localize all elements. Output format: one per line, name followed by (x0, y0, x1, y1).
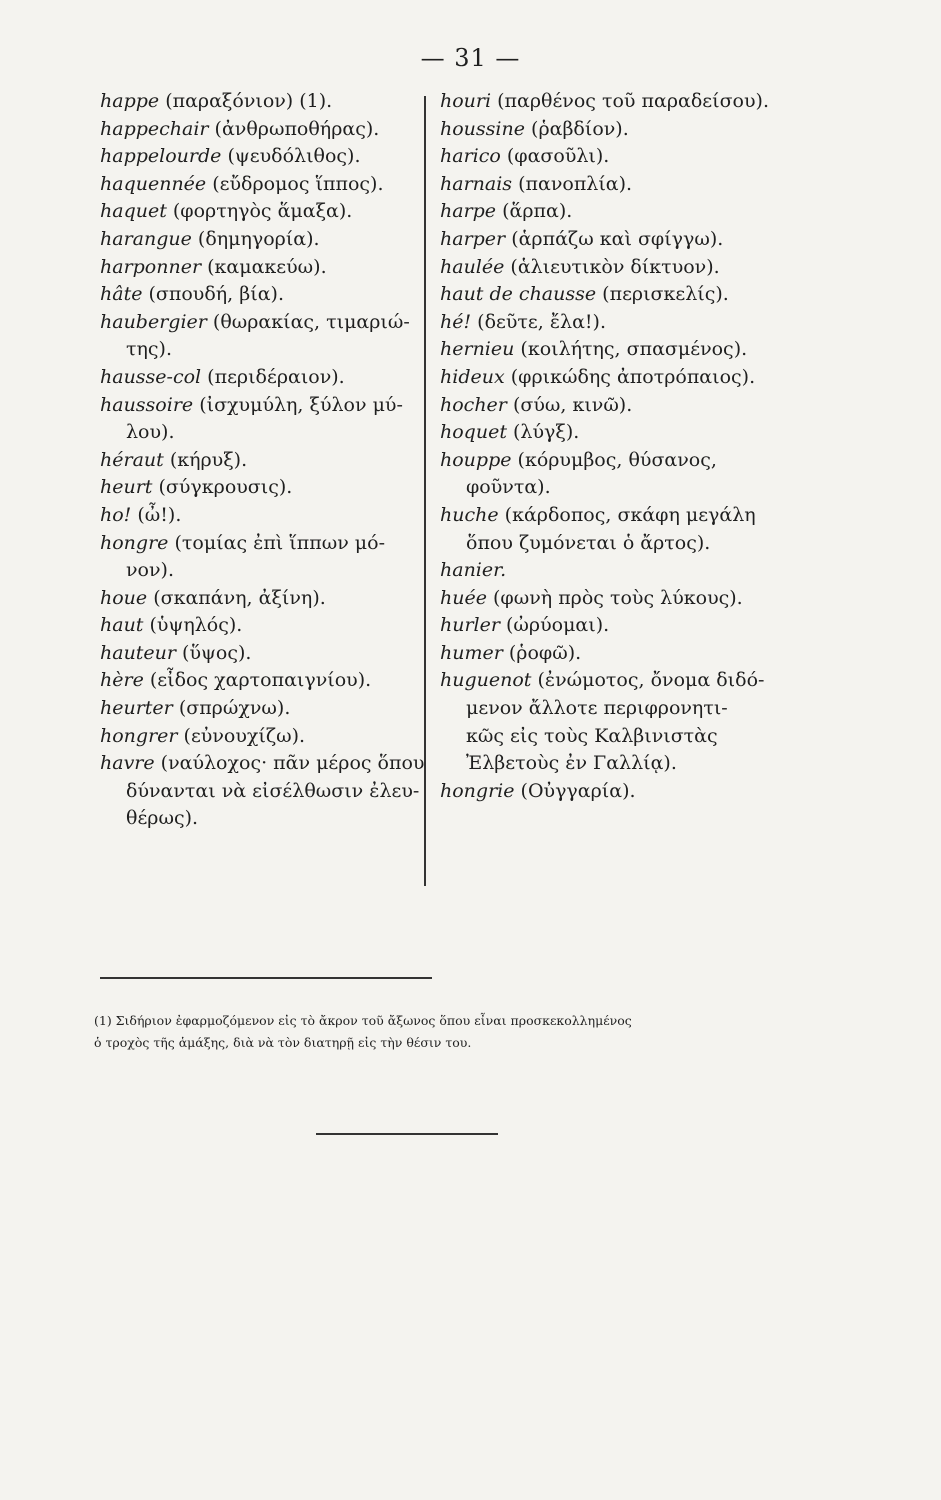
definition: (σπρώχνω). (178, 697, 291, 720)
dictionary-entry (440, 447, 800, 475)
headword: harangue (100, 227, 192, 250)
headword: hongrer (100, 724, 178, 747)
left-column (100, 88, 425, 833)
dictionary-entry (440, 309, 800, 337)
definition-continuation: κῶς εἰς τοὺς Καλβινιστὰς (466, 724, 718, 747)
definition: (ναύλοχος· πᾶν μέρος ὅπου (160, 752, 425, 775)
dictionary-entry (100, 116, 420, 144)
headword: houe (100, 586, 148, 609)
dictionary-entry (100, 226, 420, 254)
definition: (δημηγορία). (197, 227, 320, 250)
headword: huche (440, 503, 499, 526)
headword: happelourde (100, 145, 222, 168)
definition: (φρικώδης ἀποτρόπαιος). (510, 365, 756, 388)
headword: harper (440, 227, 506, 250)
headword: havre (100, 752, 155, 775)
dictionary-entry (440, 778, 800, 806)
dictionary-entry (440, 116, 800, 144)
dictionary-entry (100, 750, 425, 778)
headword: haut de chausse (440, 283, 597, 306)
definition: (ἐνώμοτος, ὄνομα διδό- (537, 669, 765, 692)
headword: houssine (440, 117, 525, 140)
dictionary-entry (100, 695, 420, 723)
definition: (Οὐγγαρία). (520, 779, 636, 802)
headword: haquennée (100, 172, 207, 195)
headword: heurter (100, 697, 173, 720)
headword: haubergier (100, 310, 207, 333)
dictionary-entry (440, 557, 800, 585)
definition: (θωρακίας, τιμαριώ- (212, 310, 410, 333)
dictionary-entry (440, 502, 800, 530)
headword: happe (100, 90, 160, 112)
headword: hernieu (440, 338, 515, 361)
headword: hoquet (440, 421, 507, 444)
definition: (εὔδρομος ἵππος). (212, 172, 384, 195)
dictionary-entry (100, 392, 420, 420)
definition-continuation: νον). (126, 559, 174, 582)
definition: (σύγκρουσις). (158, 476, 293, 499)
dictionary-entry (100, 474, 420, 502)
definition: (φασοῦλι). (506, 145, 610, 168)
footnote-line: ὁ τροχὸς τῆς ἁμάξης, διὰ νὰ τὸν διατηρῇ εἰς τὴν θέσιν του. (94, 1035, 472, 1050)
dictionary-entry (440, 171, 800, 199)
headword: houri (440, 90, 492, 112)
definition: (κόρυμβος, θύσανος, (517, 448, 717, 471)
headword: hongre (100, 531, 169, 554)
definition-continuation: θέρως). (126, 807, 199, 830)
definition: (ἰσχυμύλη, ξύλον μύ- (199, 393, 403, 416)
headword: houppe (440, 448, 512, 471)
dictionary-entry (100, 447, 420, 475)
definition: (ὦ!). (137, 503, 182, 526)
definition-continuation: Ἐλβετοὺς ἐν Γαλλίᾳ). (466, 752, 677, 775)
dictionary-entry (440, 667, 800, 695)
dictionary-entry (440, 198, 800, 226)
headword: haquet (100, 200, 167, 223)
dictionary-entry (440, 419, 800, 447)
dictionary-entry (440, 364, 800, 392)
headword: hideux (440, 365, 505, 388)
definition-continuation: δύνανται νὰ εἰσέλθωσιν ἐλευ- (126, 779, 420, 802)
definition: (παραξόνιον) (1). (165, 90, 333, 112)
dictionary-entry (440, 88, 800, 116)
footnote-line: (1) Σιδήριον ἐφαρμοζόμενον εἰς τὸ ἄκρον τοῦ ἄξωνος ὅπου εἶναι προσκεκολλημένος (94, 1013, 632, 1028)
dictionary-entry (100, 309, 420, 337)
definition: (εἶδος χαρτοπαιγνίου). (149, 669, 372, 692)
headword: hocher (440, 393, 507, 416)
definition: (ῥαβδίον). (531, 117, 629, 140)
definition: (ἁλιευτικὸν δίκτυον). (510, 255, 720, 278)
definition: (ἅρπα). (502, 200, 573, 223)
definition: (φορτηγὸς ἅμαξα). (172, 200, 353, 223)
headword: hère (100, 669, 144, 692)
headword: hongrie (440, 779, 515, 802)
headword: haussoire (100, 393, 194, 416)
definition: (καμακεύω). (207, 255, 327, 278)
dictionary-entry (440, 392, 800, 420)
headword: humer (440, 641, 503, 664)
definition: (ὑψηλός). (149, 614, 243, 637)
footnote-rule (100, 977, 432, 979)
dictionary-entry (100, 364, 420, 392)
headword: harponner (100, 255, 202, 278)
headword: harico (440, 145, 501, 168)
definition: (σύω, κινῶ). (512, 393, 633, 416)
dictionary-entry (100, 281, 420, 309)
dictionary-entry (100, 143, 420, 171)
definition: (πανοπλία). (518, 172, 633, 195)
dictionary-entry (100, 612, 420, 640)
dictionary-entry (440, 281, 800, 309)
definition: (περισκελίς). (602, 283, 729, 306)
headword: heurt (100, 476, 153, 499)
headword: happechair (100, 117, 209, 140)
definition: (λύγξ). (513, 421, 580, 444)
definition: (δεῦτε, ἔλα!). (477, 310, 607, 333)
definition: (εὐνουχίζω). (183, 724, 306, 747)
dictionary-entry (100, 254, 420, 282)
headword: hâte (100, 283, 143, 306)
definition: (ὕψος). (182, 641, 252, 664)
headword: haut (100, 614, 144, 637)
dictionary-entry (440, 585, 800, 613)
definition-continuation: της). (126, 338, 172, 361)
headword: ho! (100, 503, 132, 526)
dictionary-entry (440, 254, 800, 282)
definition: (περιδέραιον). (207, 365, 345, 388)
dictionary-entry (440, 226, 800, 254)
column-divider (424, 96, 426, 886)
dictionary-entry (100, 530, 420, 558)
headword: huée (440, 586, 487, 609)
headword: harpe (440, 200, 497, 223)
headword: héraut (100, 448, 164, 471)
definition-continuation: φοῦντα). (466, 476, 551, 499)
page-number: — 31 — (420, 44, 521, 72)
end-rule (316, 1133, 498, 1135)
definition: (κήρυξ). (169, 448, 248, 471)
headword: hanier. (440, 559, 507, 582)
definition: (σπουδή, βία). (148, 283, 284, 306)
headword: hurler (440, 614, 500, 637)
dictionary-entry (100, 723, 420, 751)
dictionary-entry (100, 198, 420, 226)
right-column (440, 88, 800, 805)
definition: (κάρδοπος, σκάφη μεγάλη (504, 503, 756, 526)
definition-continuation: λου). (126, 421, 175, 444)
definition: (παρθένος τοῦ παραδείσου). (497, 90, 769, 112)
headword: haulée (440, 255, 505, 278)
dictionary-entry (100, 502, 420, 530)
definition-continuation: μενον ἄλλοτε περιφρονητι- (466, 697, 728, 720)
dictionary-entry (100, 667, 420, 695)
dictionary-entry (440, 612, 800, 640)
footnote (94, 1010, 824, 1054)
definition: (ῥοφῶ). (508, 641, 582, 664)
dictionary-entry (440, 640, 800, 668)
dictionary-entry (100, 88, 420, 116)
dictionary-entry (440, 143, 800, 171)
headword: hausse-col (100, 365, 202, 388)
headword: hauteur (100, 641, 176, 664)
dictionary-entry (100, 585, 420, 613)
definition: (κοιλήτης, σπασμένος). (520, 338, 748, 361)
definition-continuation: ὅπου ζυμόνεται ὁ ἄρτος). (466, 531, 711, 554)
dictionary-entry (440, 336, 800, 364)
dictionary-entry (100, 640, 420, 668)
definition: (σκαπάνη, ἀξίνη). (153, 586, 326, 609)
definition: (τομίας ἐπὶ ἵππων μό- (174, 531, 386, 554)
dictionary-entry (100, 171, 420, 199)
definition: (φωνὴ πρὸς τοὺς λύκους). (493, 586, 743, 609)
definition: (ὠρύομαι). (506, 614, 610, 637)
headword: harnais (440, 172, 513, 195)
definition: (ψευδόλιθος). (227, 145, 361, 168)
definition: (ἁρπάζω καὶ σφίγγω). (511, 227, 724, 250)
headword: hé! (440, 310, 472, 333)
definition: (ἀνθρωποθήρας). (214, 117, 380, 140)
headword: huguenot (440, 669, 532, 692)
